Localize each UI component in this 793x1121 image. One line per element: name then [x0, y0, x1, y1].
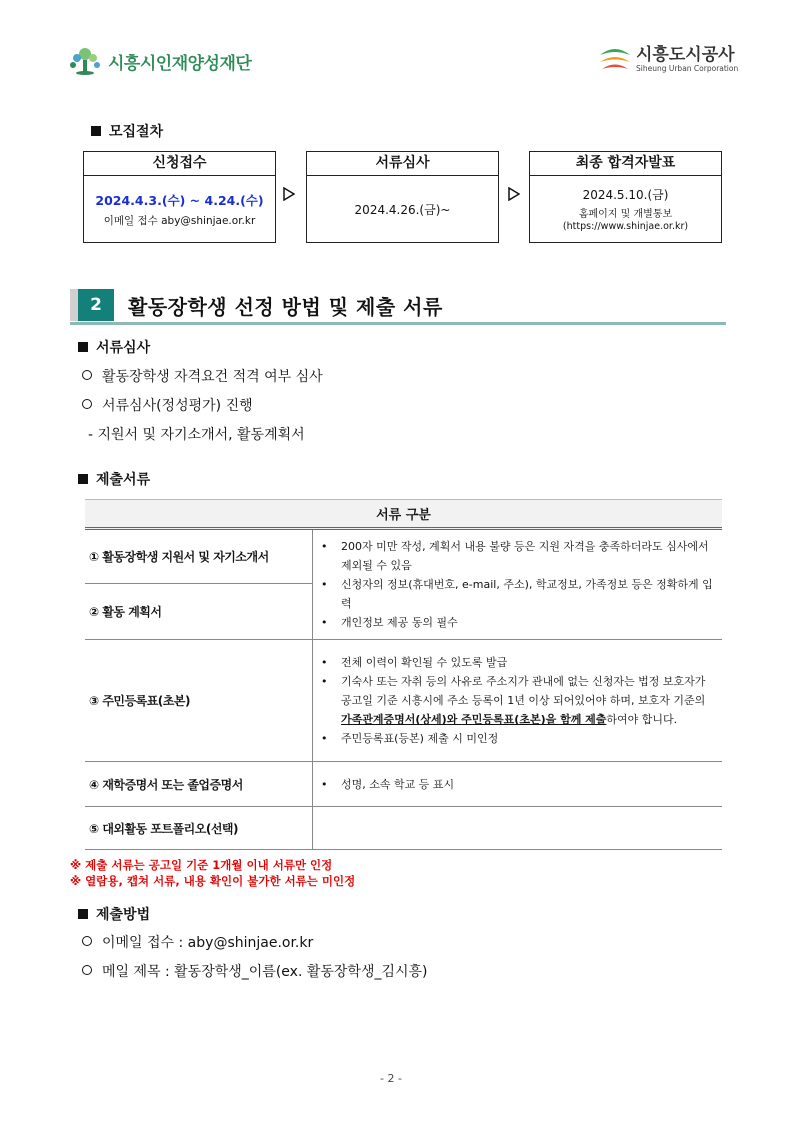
step-title: 최종 합격자발표: [530, 152, 721, 176]
desc-bullet: • 기숙사 또는 자취 등의 사유로 주소지가 관내에 없는 신청자는 법정 보호자가 공고일 기준 시흥시에 주소 등록이 1년 이상 되어있어야 하며, 보호자 기준의 가족관계증명서(상세)와 주민등록표(초본)을 함께 제출하여야 합니다.: [335, 672, 716, 729]
square-bullet-icon: [78, 909, 88, 919]
arrow-right-icon: [508, 187, 520, 201]
foundation-logo: [68, 44, 251, 78]
corporation-logo: [598, 45, 738, 73]
square-bullet-icon: [91, 126, 101, 136]
doc-item-desc: [313, 807, 723, 850]
step-detail: 홈페이지 및 개별통보: [578, 209, 673, 220]
table-row: [85, 529, 722, 584]
step-review-box: [306, 151, 499, 243]
wave-logo-icon: [598, 45, 632, 73]
doc-item-desc: [313, 762, 723, 807]
doc-item-label: ⑤ 대외활동 포트폴리오(선택): [85, 807, 313, 850]
circle-bullet-icon: [82, 399, 92, 409]
corporation-name: 시흥도시공사: [636, 44, 735, 65]
recruit-heading: 모집절차: [91, 121, 163, 141]
tree-icon: [68, 46, 102, 76]
review-heading: 서류심사: [78, 337, 150, 357]
step-apply-box: [83, 151, 276, 243]
section-underline: [70, 322, 726, 325]
step-title: 신청접수: [84, 152, 275, 176]
documents-table: [85, 499, 722, 850]
section-title: 활동장학생 선정 방법 및 제출 서류: [128, 295, 443, 319]
circle-bullet-icon: [82, 370, 92, 380]
foundation-logo-text: 시흥시인재양성재단: [108, 53, 252, 74]
doc-item-label: ② 활동 계획서: [85, 584, 313, 640]
circle-bullet-icon: [82, 936, 92, 946]
doc-item-label: ① 활동장학생 지원서 및 자기소개서: [85, 529, 313, 584]
desc-bullet: • 성명, 소속 학교 등 표시: [335, 775, 716, 794]
circle-bullet-icon: [82, 965, 92, 975]
review-item: 활동장학생 자격요건 적격 여부 심사: [82, 366, 323, 386]
documents-heading: 제출서류: [78, 469, 150, 489]
desc-bullet: • 개인정보 제공 동의 필수: [335, 613, 716, 632]
desc-bullet: • 전체 이력이 확인될 수 있도록 발급: [335, 653, 716, 672]
doc-item-desc: [313, 640, 723, 762]
corporation-subtitle: Siheung Urban Corporation: [636, 63, 739, 73]
review-item: 서류심사(정성평가) 진행: [82, 395, 253, 415]
page-number: - 2 -: [380, 1072, 402, 1085]
note-line: ※ 열람용, 캡쳐 서류, 내용 확인이 불가한 서류는 미인정: [70, 874, 356, 888]
table-row: [85, 762, 722, 807]
step-title: 서류심사: [307, 152, 498, 176]
step-date: 2024.4.26.(금)~: [354, 202, 451, 217]
square-bullet-icon: [78, 474, 88, 484]
banner-accent: [70, 289, 78, 321]
doc-item-label: ③ 주민등록표(초본): [85, 640, 313, 762]
submit-item: 메일 제목 : 활동장학생_이름(ex. 활동장학생_김시흥): [82, 961, 428, 981]
note-line: ※ 제출 서류는 공고일 기준 1개월 이내 서류만 인정: [70, 858, 333, 872]
doc-item-label: ④ 재학증명서 또는 졸업증명서: [85, 762, 313, 807]
table-row: [85, 807, 722, 850]
step-detail-url: (https://www.shinjae.or.kr): [562, 221, 689, 232]
review-subitem: - 지원서 및 자기소개서, 활동계획서: [88, 427, 305, 443]
desc-bullet: • 신청자의 정보(휴대번호, e-mail, 주소), 학교정보, 가족정보 등은 정확하게 입력: [335, 575, 716, 613]
submit-heading: 제출방법: [78, 904, 150, 924]
square-bullet-icon: [78, 342, 88, 352]
step-date: 2024.4.3.(수) ~ 4.24.(수): [95, 192, 264, 208]
table-header: 서류 구분: [85, 500, 722, 529]
section-number: 2: [78, 289, 114, 321]
table-row: [85, 640, 722, 762]
doc-item-desc: [313, 529, 723, 640]
arrow-right-icon: [283, 187, 295, 201]
step-detail: 이메일 접수 aby@shinjae.or.kr: [103, 214, 256, 227]
desc-bullet: • 주민등록표(등본) 제출 시 미인정: [335, 729, 716, 748]
step-date: 2024.5.10.(금): [582, 188, 669, 202]
desc-bullet: • 200자 미만 작성, 계획서 내용 불량 등은 지원 자격을 충족하더라도 심사에서 제외될 수 있음: [335, 537, 716, 575]
submit-item: 이메일 접수 : aby@shinjae.or.kr: [82, 932, 313, 952]
step-announce-box: [529, 151, 722, 243]
